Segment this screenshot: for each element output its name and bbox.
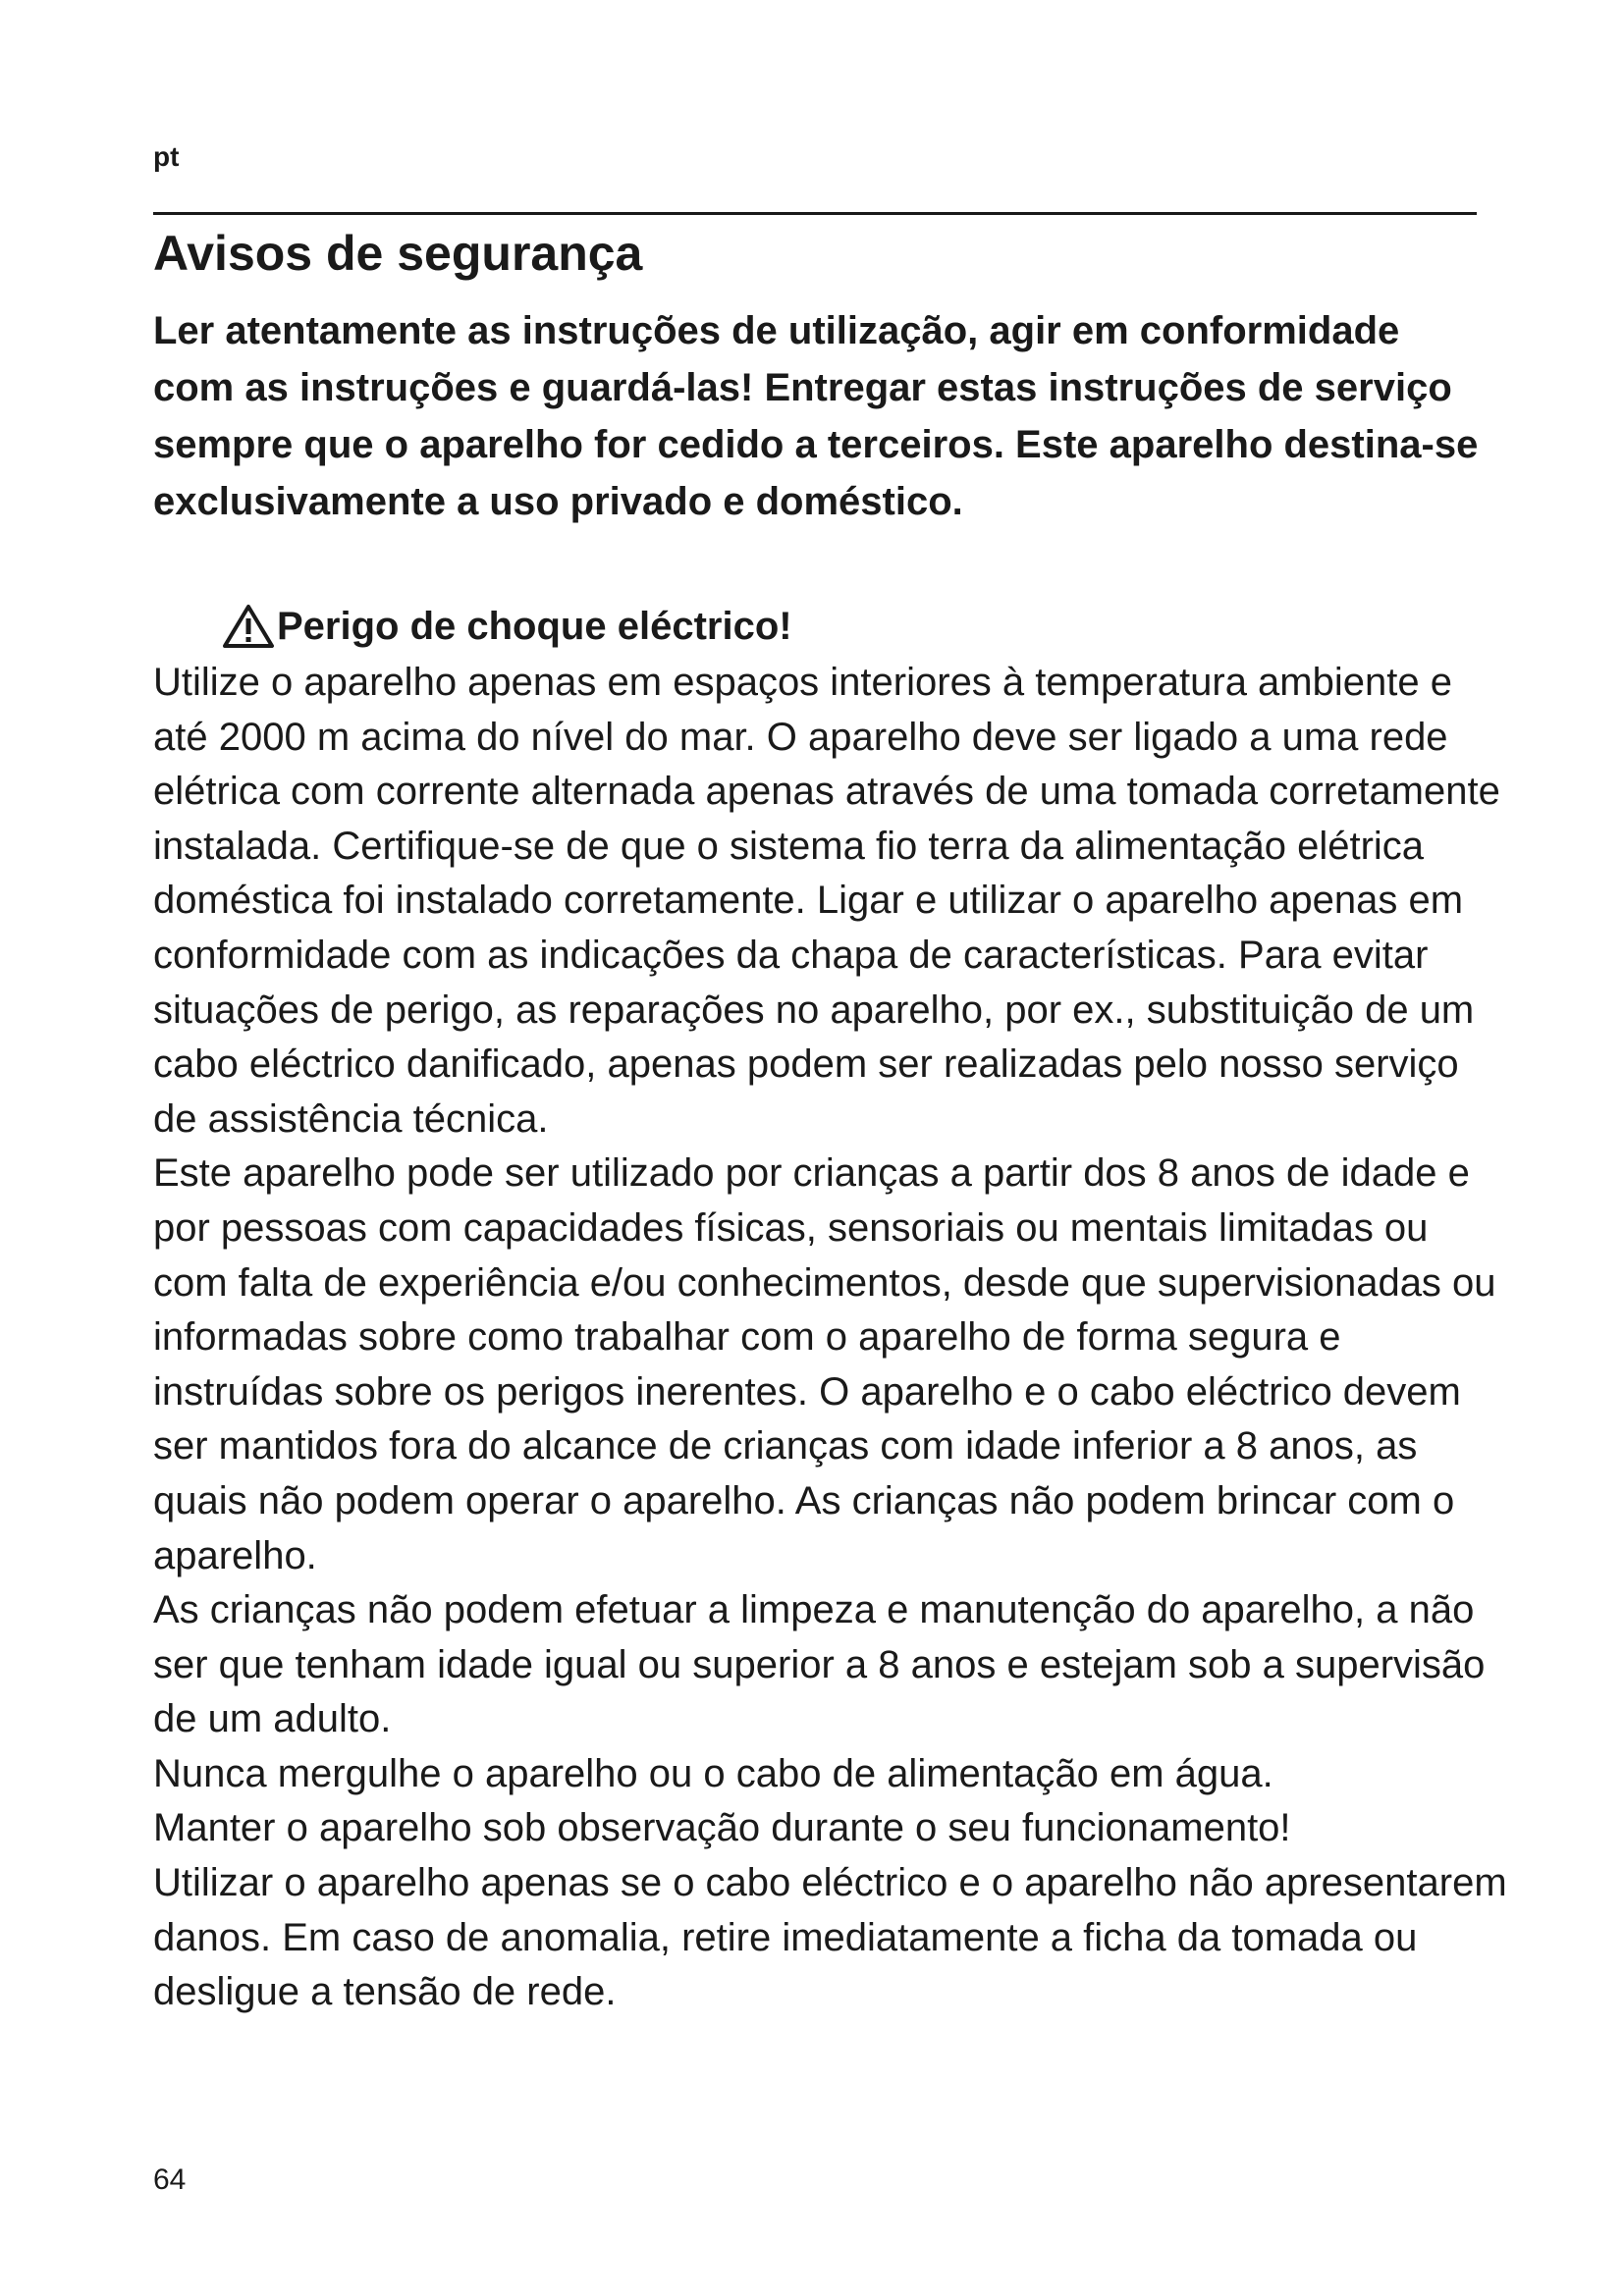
paragraph-observation: Manter o aparelho sob observação durante o seu funcionamento! — [153, 1806, 1291, 1850]
page-number: 64 — [153, 2163, 187, 2196]
paragraph-electrical: Utilize o aparelho apenas em espaços interiores à temperatura ambiente e até 2000 m acima do nível do mar. O aparelho deve ser ligado a uma rede elétrica com corrente alternada apenas através de uma tomada corretamente instalada. Certifique-se de que o sistema fio terra da alimentação elétrica doméstica foi instalado corretamente. Ligar e utilizar o aparelho apenas em conformidade com as indicações da chapa de características. Para evitar situações de perigo, as reparações no aparelho, por ex., substituição de um cabo eléctrico danificado, apenas podem ser realizadas pelo nosso serviço de assistência técnica. — [153, 661, 1500, 1141]
language-code: pt — [153, 141, 180, 172]
warning-heading: Perigo de choque eléctrico! — [277, 605, 792, 648]
header-divider — [153, 212, 1477, 215]
section-title: Avisos de segurança — [153, 226, 643, 281]
paragraph-water: Nunca mergulhe o aparelho ou o cabo de alimentação em água. — [153, 1751, 1273, 1795]
warning-triangle-icon — [222, 604, 275, 649]
safety-body-text — [153, 656, 1508, 2020]
paragraph-children-supervision: Este aparelho pode ser utilizado por crianças a partir dos 8 anos de idade e por pessoas com capacidades físicas, sensoriais ou mentais limitadas ou com falta de experiência e/ou conhecimentos, desde que supervisionadas ou informadas sobre como trabalhar com o aparelho de forma segura e instruídas sobre os perigos inerentes. O aparelho e o cabo eléctrico devem ser mantidos fora do alcance de crianças com idade inferior a 8 anos, as quais não podem operar o aparelho. As crianças não podem brincar com o aparelho. — [153, 1151, 1496, 1577]
paragraph-children-cleaning: As crianças não podem efetuar a limpeza e manutenção do aparelho, a não ser que tenham idade igual ou superior a 8 anos e estejam sob a supervisão de um adulto. — [153, 1588, 1486, 1741]
electric-shock-warning — [222, 599, 792, 654]
paragraph-damage: Utilizar o aparelho apenas se o cabo eléctrico e o aparelho não apresentarem danos. Em caso de anomalia, retire imediatamente a ficha da tomada ou desligue a tensão de rede. — [153, 1861, 1507, 2014]
intro-paragraph: Ler atentamente as instruções de utilização, agir em conformidade com as instruções e guardá-las! Entregar estas instruções de serviço sempre que o aparelho for cedido a terceiros. Este aparelho destina-se exclusivamente a uso privado e doméstico. — [153, 309, 1479, 523]
